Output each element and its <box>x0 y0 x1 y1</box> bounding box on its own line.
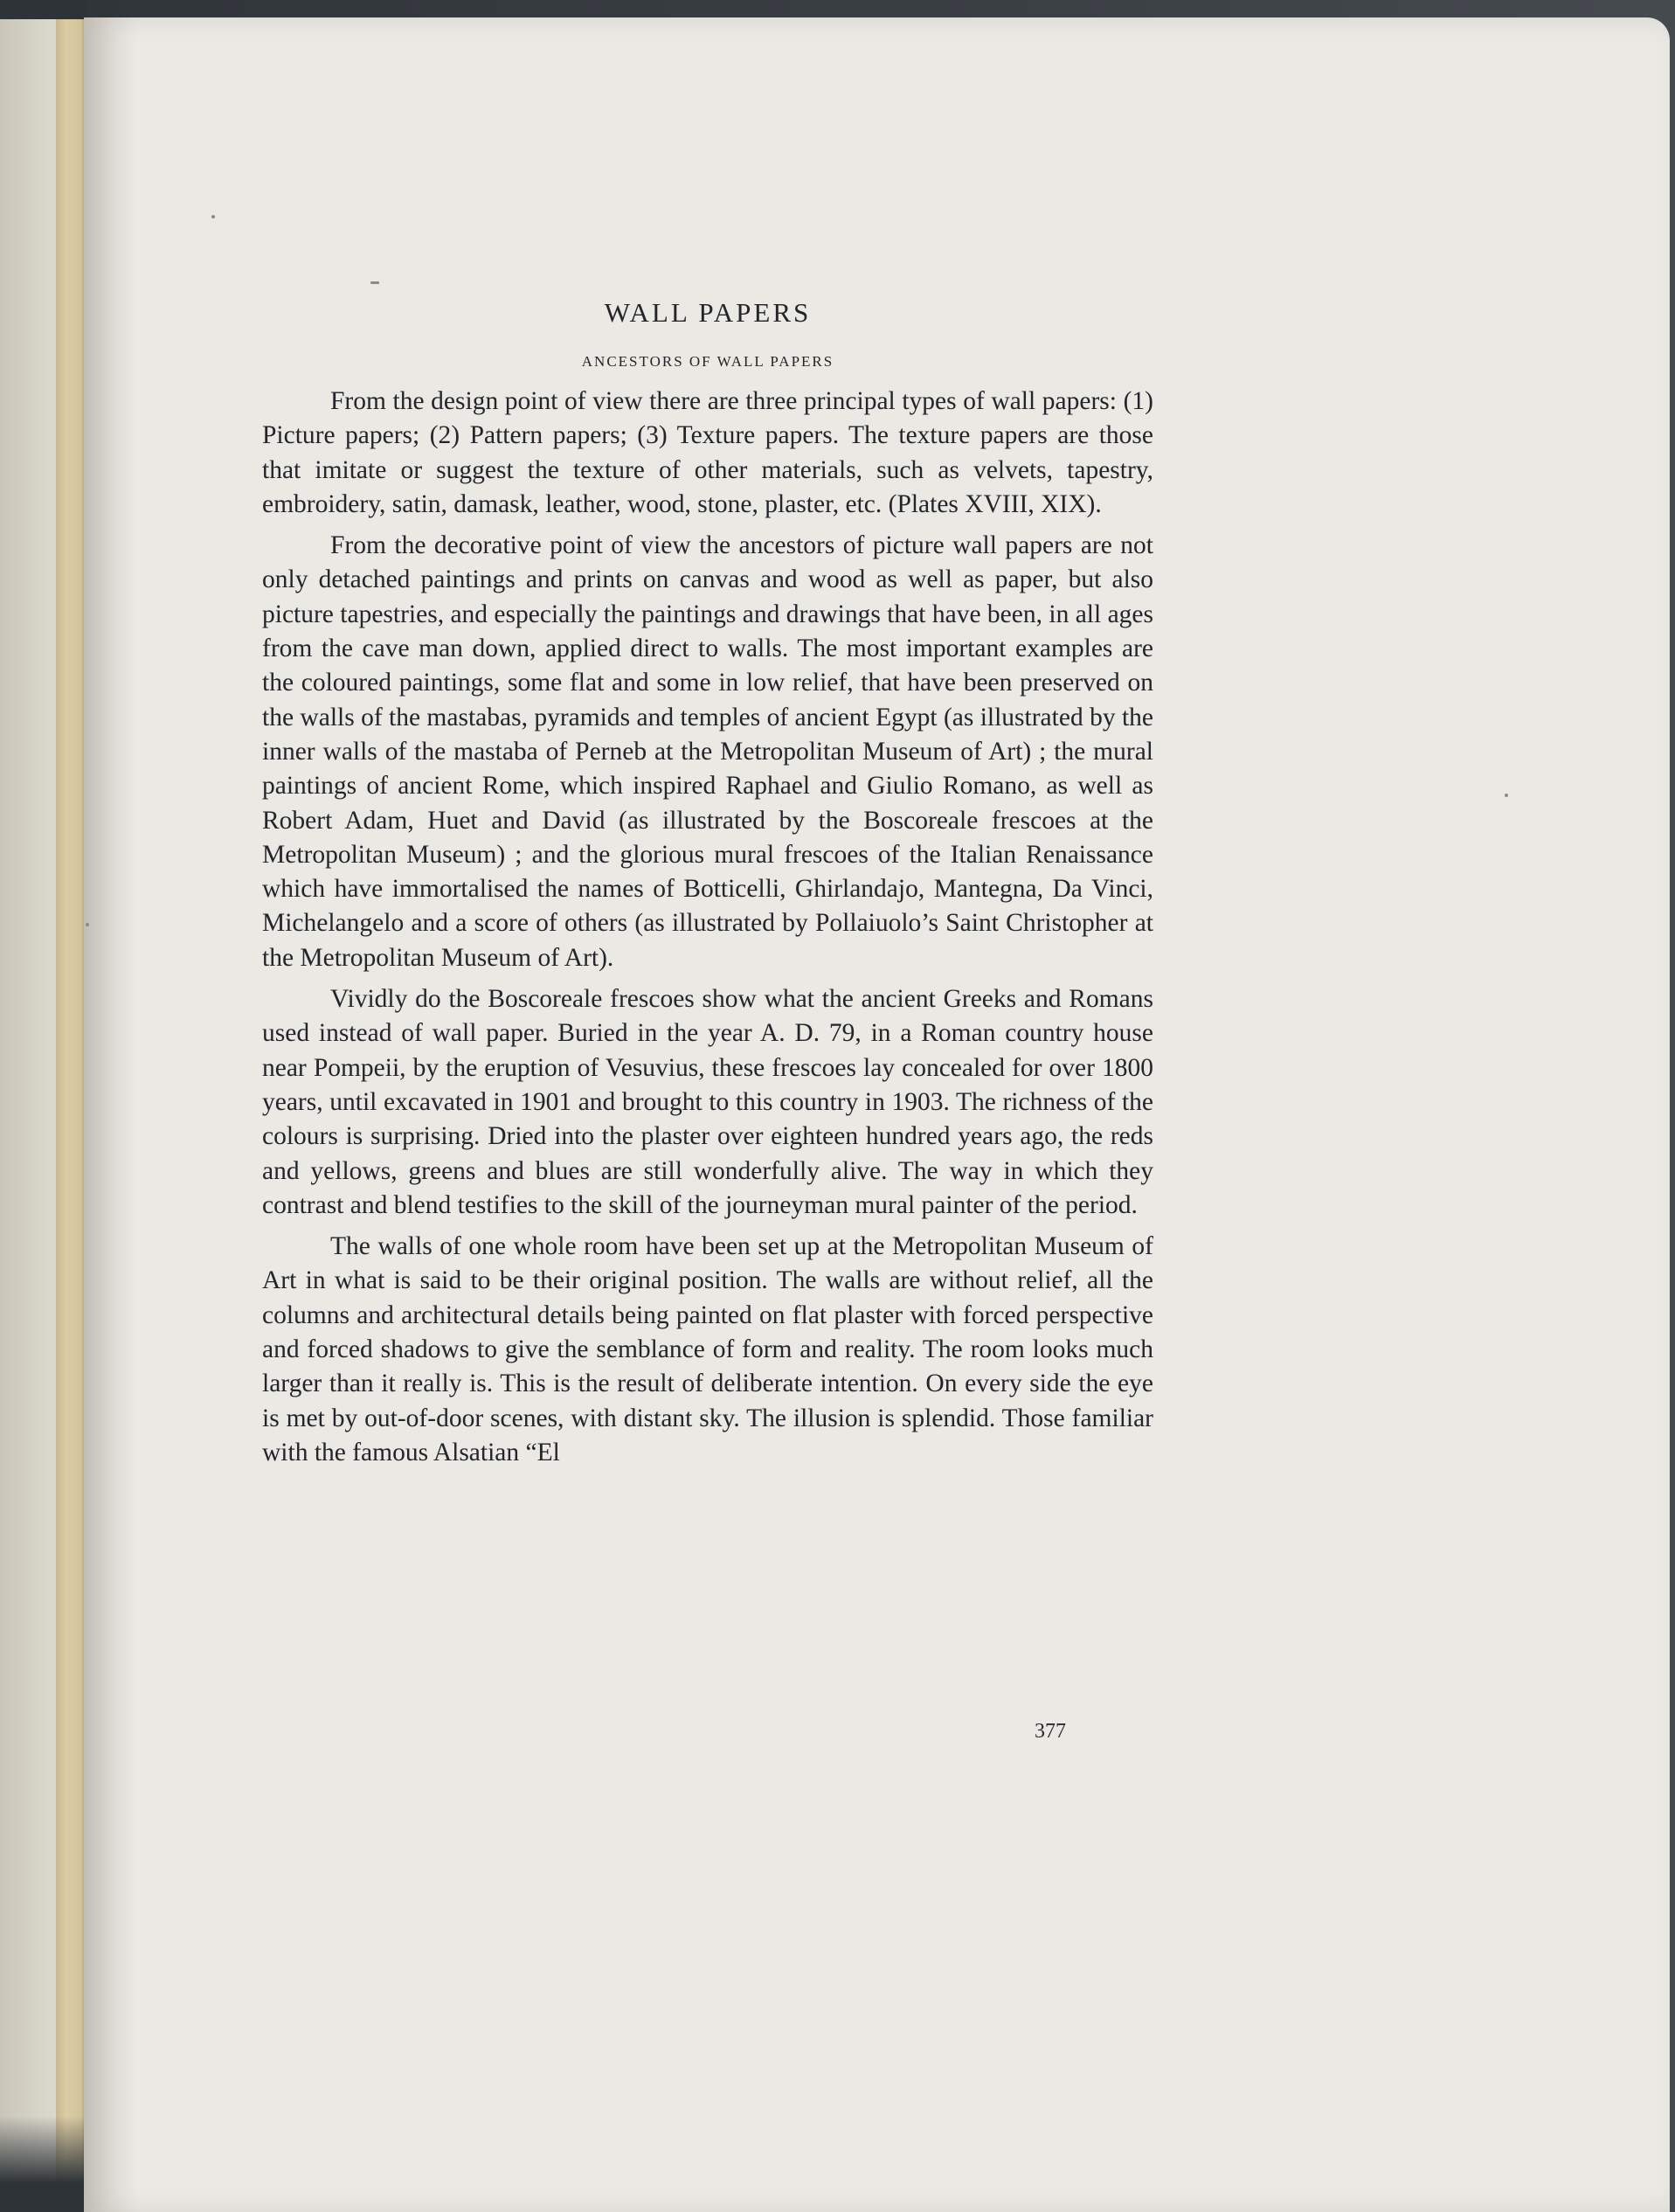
page-speck <box>86 923 89 926</box>
binding-edge <box>56 0 84 2212</box>
binding-corner <box>0 0 87 19</box>
page-speck <box>1505 794 1508 797</box>
page-speck <box>211 215 215 218</box>
section-heading: ANCESTORS OF WALL PAPERS <box>581 353 834 370</box>
page-title: WALL PAPERS <box>604 297 812 328</box>
paragraph: From the decorative point of view the ancestors of picture wall papers are not only detached paintings and prints on canvas and wood as well as paper, but also picture tapestries, and especially the paintings and drawings that have been, in all ages from the cave man down, applied direct to walls. The most important examples are the coloured paintings, some flat and some in low relief, that have been preserved on the walls of the mastabas, pyramids and temples of ancient Egypt (as illustrated by the inner walls of the mastaba of Perneb at the Metropolitan Museum of Art) ; the mural paintings of ancient Rome, which inspired Raphael and Giulio Romano, as well as Robert Adam, Huet and David (as illustrated by the Boscoreale frescoes at the Metropolitan Museum) ; and the glorious mural frescoes of the Italian Renaissance which have immortalised the names of Botticelli, Ghirlandajo, Mantegna, Da Vinci, Michelangelo and a score of others (as illustrated by Pollaiuolo’s Saint Christopher at the Metropolitan Museum of Art). <box>262 531 1153 972</box>
paragraph: The walls of one whole room have been set up at the Metropolitan Museum of Art in what is said to be their original position. The walls are without relief, all the columns and architectural details being painted on flat plaster with forced perspective and forced shadows to give the semblance of form and reality. The room looks much larger than it really is. This is the result of deliberate intention. On every side the eye is met by out-of-door scenes, with distant sky. The illusion is splendid. Those familiar with the famous Alsatian “El <box>262 1232 1153 1467</box>
paragraph: Vividly do the Boscoreale frescoes show what the ancient Greeks and Romans used instead of wall paper. Buried in the year A. D. 79, in a Roman country house near Pompeii, by the eruption of Vesuvius, these frescoes lay concealed for over 1800 years, until excavated in 1901 and brought to this country in 1903. The richness of the colours is surprising. Dried into the plaster over eighteen hundred years ago, the reds and yellows, greens and blues are still wonderfully alive. The way in which they contrast and blend testifies to the skill of the journeyman mural painter of the period. <box>262 985 1153 1219</box>
page-number: 377 <box>1035 1720 1066 1743</box>
paragraph: From the design point of view there are three principal types of wall papers: (1) Picture papers; (2) Pattern papers; (3) Texture papers. The texture papers are those that imitate or suggest the texture of other materials, such as velvets, tapestry, embroidery, satin, damask, leather, wood, stone, plaster, etc. (Plates XVIII, XIX). <box>262 387 1153 518</box>
page-gutter-shadow <box>84 17 136 2212</box>
binding-bottom-shadow <box>0 2116 87 2212</box>
page-text-block <box>262 297 1153 1477</box>
page-speck <box>370 281 379 284</box>
